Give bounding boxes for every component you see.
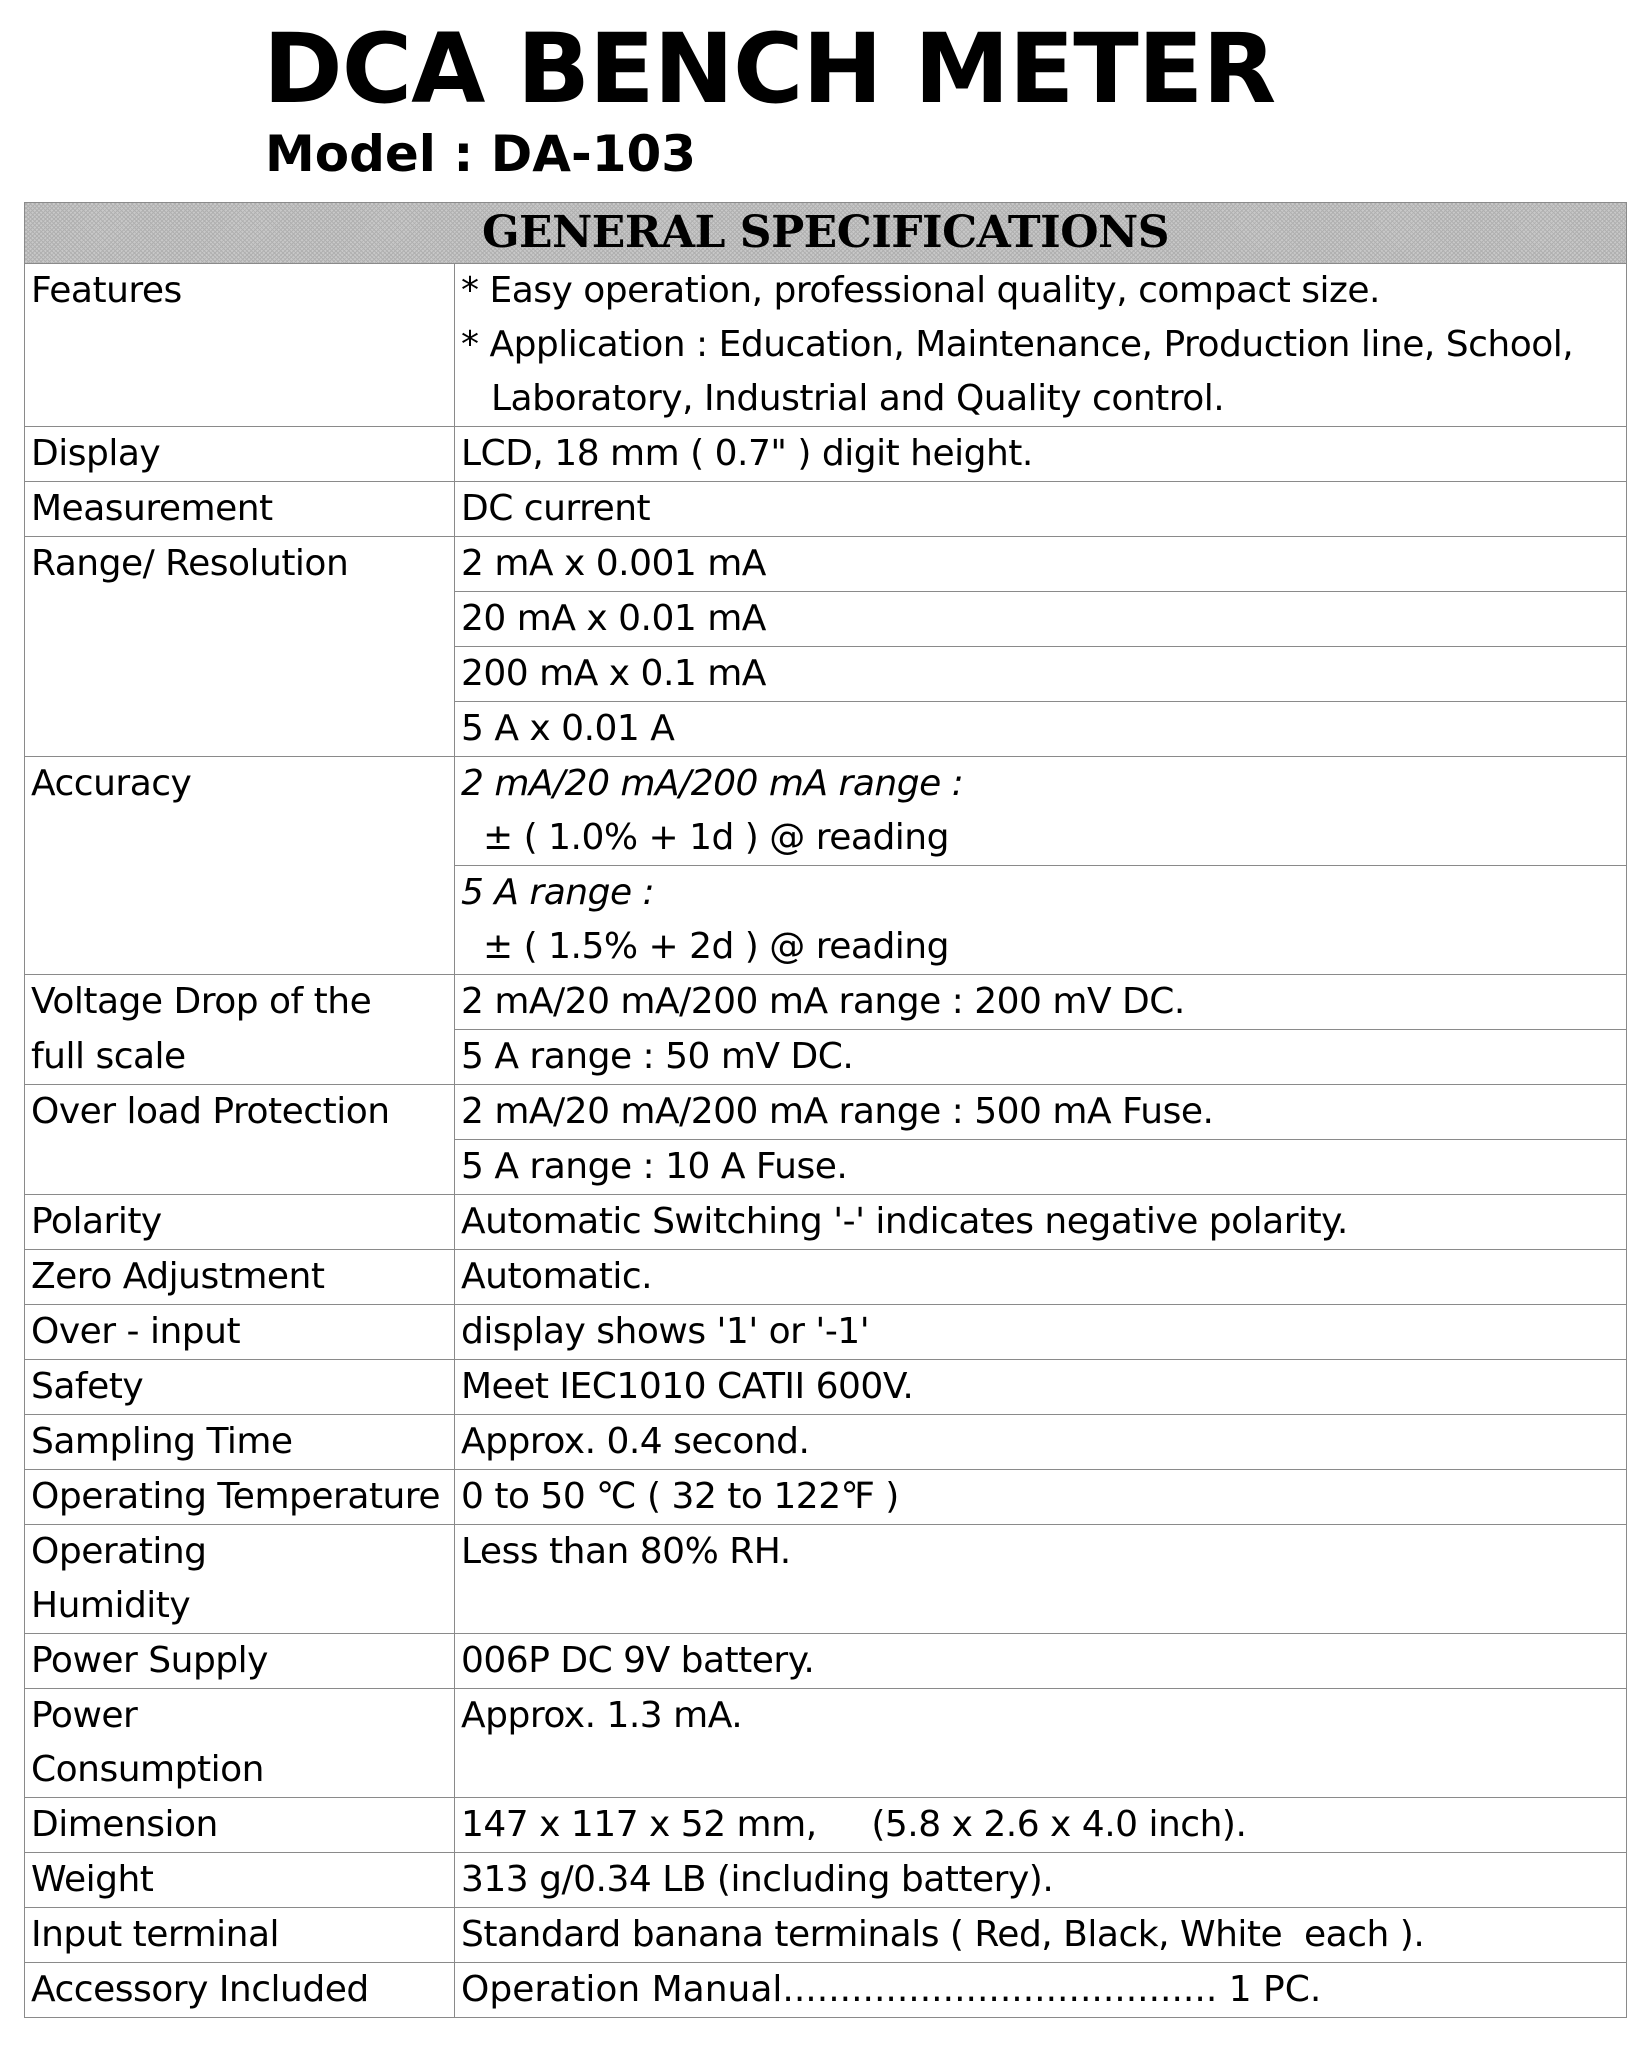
spec-label: Dimension (25, 1798, 455, 1853)
spec-value: 147 x 117 x 52 mm, (5.8 x 2.6 x 4.0 inch). (455, 1798, 1627, 1853)
spec-row-zero (25, 1250, 1627, 1305)
spec-label: Voltage Drop of the (25, 975, 455, 1030)
spec-row-over-input (25, 1305, 1627, 1360)
spec-label (25, 1525, 455, 1634)
accuracy-range-title: 5 A range : (461, 872, 655, 913)
spec-value: DC current (455, 482, 1627, 537)
spec-row-range (25, 537, 1627, 592)
spec-label: Accuracy (25, 757, 455, 975)
spec-label (25, 1689, 455, 1798)
spec-value: 5 A range : 50 mV DC. (455, 1030, 1627, 1085)
label-line: Power (31, 1695, 138, 1736)
spec-label: Zero Adjustment (25, 1250, 455, 1305)
spec-value: display shows '1' or '-1' (455, 1305, 1627, 1360)
spec-row-polarity (25, 1195, 1627, 1250)
spec-value: 0 to 50 ℃ ( 32 to 122℉ ) (455, 1470, 1627, 1525)
accuracy-value: ± ( 1.0% + 1d ) @ reading (483, 817, 949, 858)
spec-label: Measurement (25, 482, 455, 537)
spec-value: Meet IEC1010 CATII 600V. (455, 1360, 1627, 1415)
spec-row-sampling (25, 1415, 1627, 1470)
spec-value: 5 A range : 10 A Fuse. (455, 1140, 1627, 1195)
spec-value: 313 g/0.34 LB (including battery). (455, 1853, 1627, 1908)
spec-row-consumption (25, 1689, 1627, 1798)
feature-line: Laboratory, Industrial and Quality control. (491, 378, 1225, 419)
spec-row-features (25, 264, 1627, 427)
spec-value: Approx. 1.3 mA. (455, 1689, 1627, 1798)
spec-row-power-supply (25, 1634, 1627, 1689)
spec-value: LCD, 18 mm ( 0.7" ) digit height. (455, 427, 1627, 482)
spec-row-safety (25, 1360, 1627, 1415)
spec-label: Input terminal (25, 1908, 455, 1963)
label-line: Humidity (31, 1585, 191, 1626)
document-title: DCA BENCH METER (263, 13, 1276, 125)
spec-row-overload (25, 1085, 1627, 1140)
spec-row-accuracy (25, 757, 1627, 866)
spec-label: Over load Protection (25, 1085, 455, 1195)
spec-value: Operation Manual...................................... 1 PC. (455, 1963, 1627, 2018)
spec-value: 006P DC 9V battery. (455, 1634, 1627, 1689)
feature-line: * Easy operation, professional quality, compact size. (461, 270, 1380, 311)
spec-row-op-temp (25, 1470, 1627, 1525)
spec-value: Less than 80% RH. (455, 1525, 1627, 1634)
spec-label: Accessory Included (25, 1963, 455, 2018)
spec-row-display (25, 427, 1627, 482)
spec-row-humidity (25, 1525, 1627, 1634)
spec-row-measurement (25, 482, 1627, 537)
spec-table (24, 202, 1627, 2018)
label-line: Consumption (31, 1749, 264, 1790)
spec-row-dimension (25, 1798, 1627, 1853)
spec-label: Power Supply (25, 1634, 455, 1689)
spec-label: full scale (25, 1030, 455, 1085)
label-line: Operating (31, 1531, 207, 1572)
spec-value (455, 866, 1627, 975)
spec-value: 5 A x 0.01 A (455, 702, 1627, 757)
spec-row-weight (25, 1853, 1627, 1908)
spec-label: Polarity (25, 1195, 455, 1250)
spec-label: Safety (25, 1360, 455, 1415)
spec-value: 200 mA x 0.1 mA (455, 647, 1627, 702)
spec-row-voltage-drop (25, 975, 1627, 1030)
spec-row-input-terminal (25, 1908, 1627, 1963)
spec-label: Features (25, 264, 455, 427)
accuracy-range-title: 2 mA/20 mA/200 mA range : (461, 763, 964, 804)
spec-label: Weight (25, 1853, 455, 1908)
model-number: Model : DA-103 (265, 125, 697, 183)
spec-value: Automatic. (455, 1250, 1627, 1305)
spec-label: Over - input (25, 1305, 455, 1360)
spec-value: 20 mA x 0.01 mA (455, 592, 1627, 647)
spec-row-accessory (25, 1963, 1627, 2018)
spec-label: Operating Temperature (25, 1470, 455, 1525)
spec-value: Approx. 0.4 second. (455, 1415, 1627, 1470)
feature-line: * Application : Education, Maintenance, Production line, School, (461, 324, 1574, 365)
spec-label: Range/ Resolution (25, 537, 455, 757)
spec-header-row (25, 203, 1627, 264)
spec-value (455, 757, 1627, 866)
accuracy-value: ± ( 1.5% + 2d ) @ reading (483, 926, 949, 967)
spec-row-voltage-drop (25, 1030, 1627, 1085)
spec-value (455, 264, 1627, 427)
spec-label: Display (25, 427, 455, 482)
spec-value: Standard banana terminals ( Red, Black, White each ). (455, 1908, 1627, 1963)
spec-value: 2 mA/20 mA/200 mA range : 200 mV DC. (455, 975, 1627, 1030)
spec-value: 2 mA x 0.001 mA (455, 537, 1627, 592)
spec-value: Automatic Switching '-' indicates negative polarity. (455, 1195, 1627, 1250)
section-header: GENERAL SPECIFICATIONS (25, 203, 1627, 264)
spec-label: Sampling Time (25, 1415, 455, 1470)
spec-value: 2 mA/20 mA/200 mA range : 500 mA Fuse. (455, 1085, 1627, 1140)
